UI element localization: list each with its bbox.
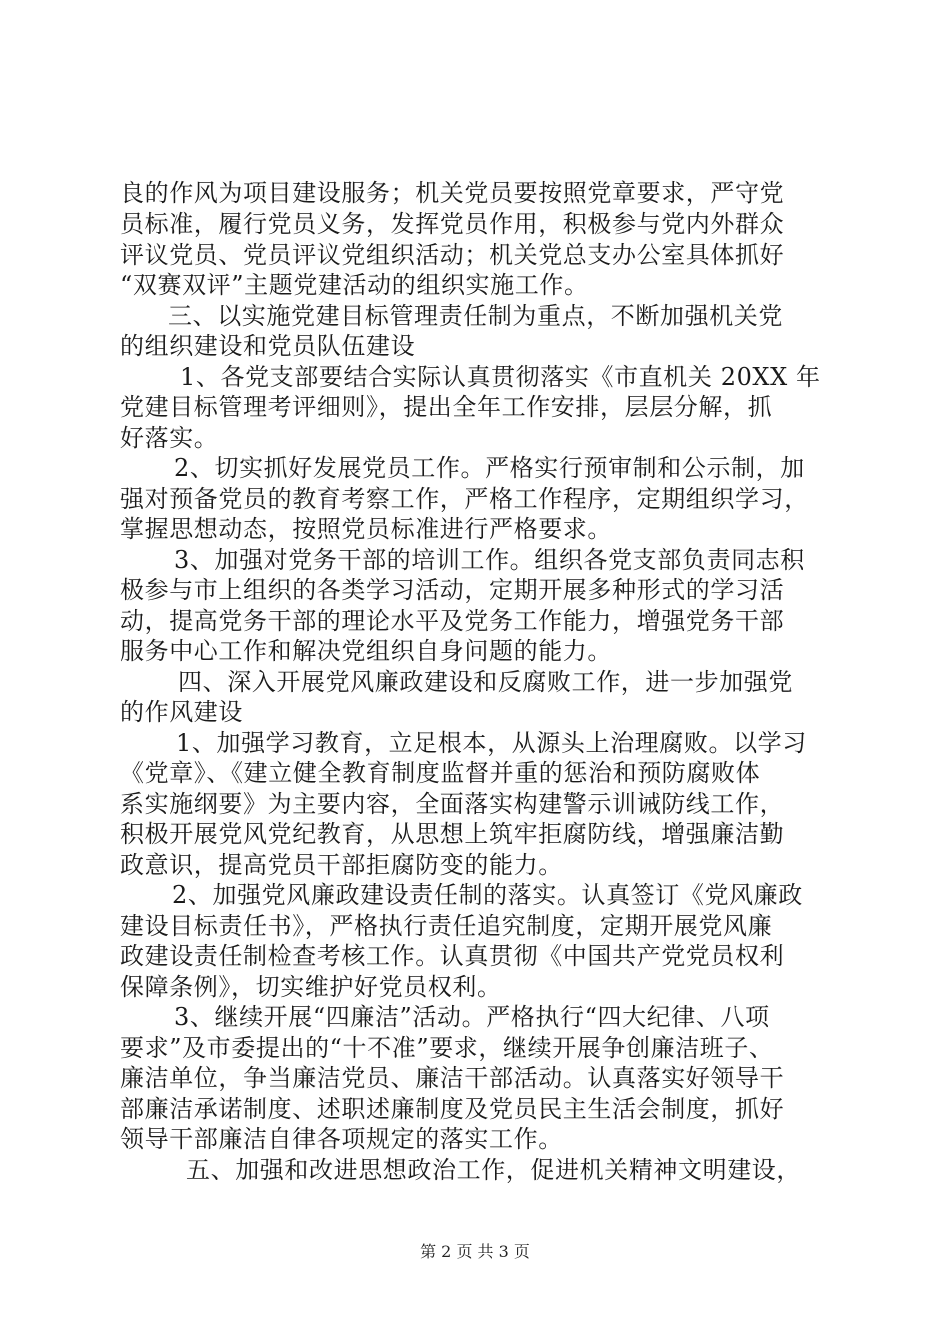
section-heading-line: 的作风建设: [120, 698, 243, 726]
text-line: 良的作风为项目建设服务；机关党员要按照党章要求，严守党: [120, 179, 785, 207]
text-line: “双赛双评”主题党建活动的组织实施工作。: [120, 271, 589, 299]
text-line: 3、加强对党务干部的培训工作。组织各党支部负责同志积: [174, 546, 805, 574]
section-heading-line: 四、深入开展党风廉政建设和反腐败工作，进一步加强党: [178, 668, 793, 696]
text-line: 政意识，提高党员干部拒腐防变的能力。: [120, 851, 563, 879]
text-line: 2、加强党风廉政建设责任制的落实。认真签订《党风廉政: [172, 881, 803, 909]
text-line: 党建目标管理考评细则》，提出全年工作安排，层层分解，抓: [120, 393, 773, 421]
text-line: 1、各党支部要结合实际认真贯彻落实《市直机关 20XX 年: [180, 363, 821, 391]
text-line: 保障条例》，切实维护好党员权利。: [120, 973, 502, 1001]
section-heading-line: 的组织建设和党员队伍建设: [120, 332, 416, 360]
text-line: 积极开展党风党纪教育，从思想上筑牢拒腐防线，增强廉洁勤: [120, 820, 785, 848]
text-line: 1、加强学习教育，立足根本，从源头上治理腐败。以学习: [176, 729, 807, 757]
text-line: 3、继续开展“四廉洁”活动。严格执行“四大纪律、八项: [174, 1003, 770, 1031]
text-line: 廉洁单位，争当廉洁党员、廉洁干部活动。认真落实好领导干: [120, 1064, 785, 1092]
text-line: 好落实。: [120, 424, 219, 452]
text-line: 服务中心工作和解决党组织自身问题的能力。: [120, 637, 612, 665]
text-line: 《党章》、《建立健全教育制度监督并重的惩治和预防腐败体: [120, 759, 761, 787]
text-line: 员标准，履行党员义务，发挥党员作用，积极参与党内外群众: [120, 210, 785, 238]
text-line: 领导干部廉洁自律各项规定的落实工作。: [120, 1125, 563, 1153]
text-line: 系实施纲要》为主要内容，全面落实构建警示训诫防线工作，: [120, 790, 785, 818]
text-line: 部廉洁承诺制度、述职述廉制度及党员民主生活会制度，抓好: [120, 1095, 785, 1123]
text-line: 极参与市上组织的各类学习活动，定期开展多种形式的学习活: [120, 576, 785, 604]
text-line: 评议党员、党员评议党组织活动；机关党总支办公室具体抓好: [120, 241, 785, 269]
text-line: 2、切实抓好发展党员工作。严格实行预审制和公示制，加: [174, 454, 805, 482]
text-line: 要求”及市委提出的“十不准”要求，继续开展争创廉洁班子、: [120, 1034, 774, 1062]
text-line: 掌握思想动态，按照党员标准进行严格要求。: [120, 515, 612, 543]
text-line: 强对预备党员的教育考察工作，严格工作程序，定期组织学习，: [120, 485, 809, 513]
section-heading-line: 三、以实施党建目标管理责任制为重点，不断加强机关党: [168, 302, 783, 330]
section-heading-line: 五、加强和改进思想政治工作，促进机关精神文明建设，: [186, 1156, 801, 1184]
text-line: 建设目标责任书》，严格执行责任追究制度，定期开展党风廉: [120, 912, 773, 940]
text-line: 动，提高党务干部的理论水平及党务工作能力，增强党务干部: [120, 607, 785, 635]
text-line: 政建设责任制检查考核工作。认真贯彻《中国共产党党员权利: [120, 942, 785, 970]
page-number-footer: 第 2 页 共 3 页: [420, 1242, 530, 1261]
